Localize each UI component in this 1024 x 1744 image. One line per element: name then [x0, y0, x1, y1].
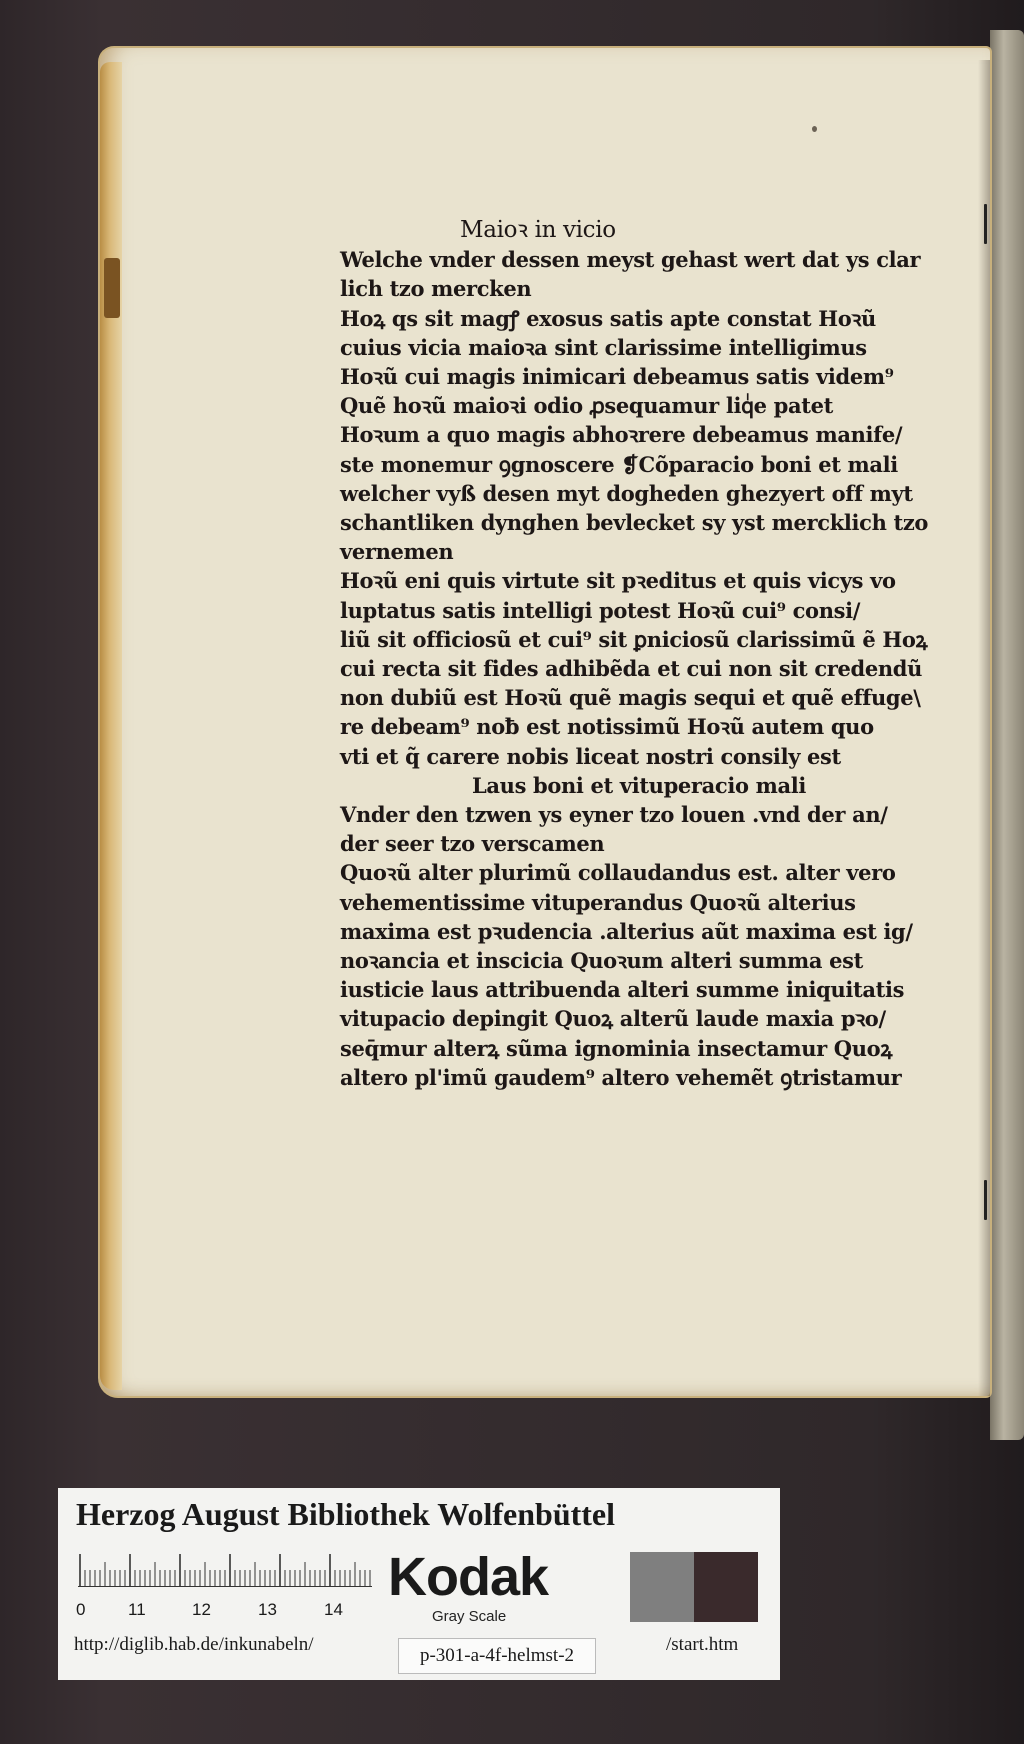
text-line: seq̄mur alterꝝ sũma ignominia insectamur Quoꝝ: [340, 1035, 893, 1061]
text-line: schantliken dynghen bevlecket sy yst mercklich tzo: [340, 510, 929, 536]
gutter-mark: [984, 1180, 987, 1220]
text-line: welcher vyß desen myt dogheden ghezyert off myt: [340, 480, 913, 506]
text-line: luptatus satis intelligi potest Hoꝛũ cui⁹ consi/: [340, 597, 861, 623]
ruler-number: 0: [76, 1600, 86, 1619]
paper-speck: [812, 126, 817, 132]
section-heading: Laus boni et vituperacio mali: [472, 772, 806, 798]
facing-page-edge: [990, 30, 1024, 1440]
page-text-block: [340, 216, 929, 1092]
text-line: vehementissime vituperandus Quoꝛũ alterius: [340, 889, 856, 915]
text-line: lich tzo mercken: [340, 276, 532, 302]
text-line: maxima est pꝛudencia .alterius aũt maxima est ig/: [340, 918, 913, 944]
section-heading: Maioꝛ in vicio: [460, 217, 616, 243]
text-line: Quoꝛũ alter plurimũ collaudandus est. alter vero: [340, 860, 896, 886]
kodak-logo: Kodak: [388, 1547, 549, 1607]
ruler-number: 13: [258, 1600, 277, 1619]
text-line: cui recta sit fides adhibẽda et cui non sit credendũ: [340, 656, 923, 682]
dark-swatch: [694, 1552, 758, 1622]
text-line: noꝛancia et inscicia Quoꝛum alteri summa est: [340, 948, 863, 974]
archive-label-card: [58, 1488, 780, 1680]
text-line: vti et q̃ carere nobis liceat nostri consily est: [340, 743, 841, 769]
ruler-numbers: [76, 1600, 396, 1624]
ruler-number: 11: [128, 1600, 146, 1619]
text-line: Hoꝝ qs sit magꝭ exosus satis apte constat Hoꝛũ: [340, 305, 876, 331]
text-line: Welche vnder dessen meyst gehast wert dat ys clar: [340, 247, 921, 273]
text-line: non dubiũ est Hoꝛũ quẽ magis sequi et quẽ effuge\: [340, 685, 921, 711]
page-tab-mark: [104, 258, 120, 318]
measurement-ruler: [78, 1552, 372, 1587]
text-line: liũ sit officiosũ et cui⁹ sit ꝑniciosũ clarissimũ ẽ Hoꝝ: [340, 626, 928, 652]
text-line: ste monemur ꝯgnoscere ❡Cõparacio boni et mali: [340, 451, 898, 477]
ruler-number: 12: [192, 1600, 211, 1619]
text-line: Hoꝛum a quo magis abhoꝛrere debeamus manife/: [340, 422, 903, 448]
url-suffix: /start.htm: [666, 1634, 739, 1655]
text-line: Vnder den tzwen ys eyner tzo louen .vnd der an/: [340, 802, 888, 828]
text-line: vernemen: [340, 539, 454, 565]
text-line: Hoꝛũ eni quis virtute sit pꝛeditus et quis vicys vo: [340, 568, 896, 594]
ruler-ticks: [78, 1552, 372, 1586]
text-line: vitupacio depingit Quoꝝ alterũ laude maxia pꝛo/: [340, 1006, 886, 1032]
text-line: Hoꝛũ cui magis inimicari debeamus satis videm⁹: [340, 364, 894, 390]
text-line: Quẽ hoꝛũ maioꝛi odio ꝓsequamur liqᷝe patet: [340, 393, 833, 419]
text-line: iusticie laus attribuenda alteri summe iniquitatis: [340, 977, 905, 1003]
text-line: re debeam⁹ noƀ est notissimũ Hoꝛũ autem quo: [340, 714, 874, 740]
text-line: altero pl'imũ gaudem⁹ altero vehemẽt ꝯtristamur: [340, 1064, 902, 1090]
library-url: http://diglib.hab.de/inkunabeln/: [74, 1634, 314, 1655]
library-title: Herzog August Bibliothek Wolfenbüttel: [76, 1496, 616, 1532]
shelfmark-box: [398, 1638, 596, 1674]
gray-swatch: [630, 1552, 694, 1622]
ruler-number: 14: [324, 1600, 343, 1619]
gray-scale-label: Gray Scale: [432, 1608, 507, 1625]
text-line: der seer tzo verscamen: [340, 831, 605, 857]
gutter-mark: [984, 204, 987, 244]
shelfmark-text: p-301-a-4f-helmst-2: [419, 1645, 575, 1666]
text-line: cuius vicia maioꝛa sint clarissime intelligimus: [340, 334, 867, 360]
